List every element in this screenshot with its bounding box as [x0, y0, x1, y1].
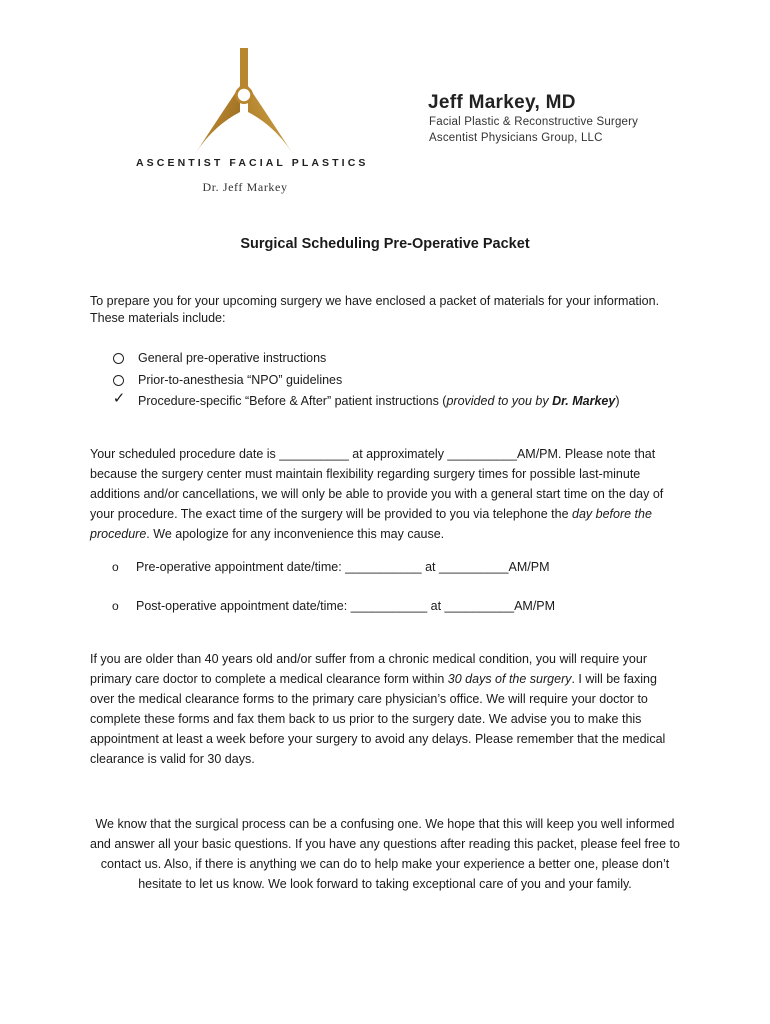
o-bullet: o	[112, 599, 119, 613]
closing-paragraph: We know that the surgical process can be a confusing one. We hope that this will keep you well informed and answer all your basic questions. If you have any questions after reading this packet, please feel free to contact us. Also, if there is anything we can do to help make your experience a better one, please don’t hesitate to let us know. We look forward to taking exceptional care of you and your family.	[90, 817, 680, 891]
list-item	[112, 370, 672, 392]
specialty-line: Facial Plastic & Reconstructive Surgery	[429, 116, 639, 128]
medical-clearance-paragraph: If you are older than 40 years old and/or suffer from a chronic medical condition, you will require your primary care doctor to complete a medical clearance form within 30 days of the surgery. I will be faxing over the medical clearance forms to the primary care physician’s office. We will require your doctor to complete these forms and fax them back to us prior to the surgery date. We advise you to make this appointment at least a week before your surgery to avoid any delays. Please remember that the medical clearance is valid for 30 days.	[90, 652, 666, 766]
postop-appointment-text: Post-operative appointment date/time: ___________ at __________AM/PM	[136, 599, 556, 613]
list-item-text: Prior-to-anesthesia “NPO” guidelines	[138, 372, 343, 387]
brand-text: ASCENTIST FACIAL PLASTICS	[136, 157, 369, 169]
preop-appointment-text: Pre-operative appointment date/time: ___________ at __________AM/PM	[136, 560, 550, 574]
ascending-arrow-logo	[195, 48, 293, 154]
checkmark-icon: ✓	[112, 390, 126, 407]
procedure-date-paragraph: Your scheduled procedure date is __________ at approximately __________AM/PM. Please note that because the surgery center must maintain flexibility regarding surgery times for possible last-minute additions and/or cancellations, we will only be able to provide you with a general start time on the day of your procedure. The exact time of the surgery will be provided to you via telephone the day before the procedure. We apologize for any inconvenience this may cause.	[90, 447, 664, 541]
intro-paragraph: To prepare you for your upcoming surgery we have enclosed a packet of materials for your information. These materials include:	[90, 294, 660, 325]
materials-list	[112, 348, 672, 413]
list-item-text: Procedure-specific “Before & After” patient instructions (provided to you by Dr. Markey)	[138, 394, 620, 408]
logo-signature: Dr. Jeff Markey	[202, 180, 288, 194]
circle-bullet-icon	[113, 375, 124, 386]
physician-name: Jeff Markey, MD	[428, 92, 576, 113]
list-item	[112, 348, 672, 370]
circle-bullet-icon	[113, 353, 124, 364]
practice-line: Ascentist Physicians Group, LLC	[429, 132, 603, 144]
list-item	[112, 391, 672, 413]
page-title: Surgical Scheduling Pre-Operative Packet	[240, 236, 530, 252]
list-item-text: General pre-operative instructions	[138, 351, 327, 365]
o-bullet: o	[112, 560, 119, 574]
